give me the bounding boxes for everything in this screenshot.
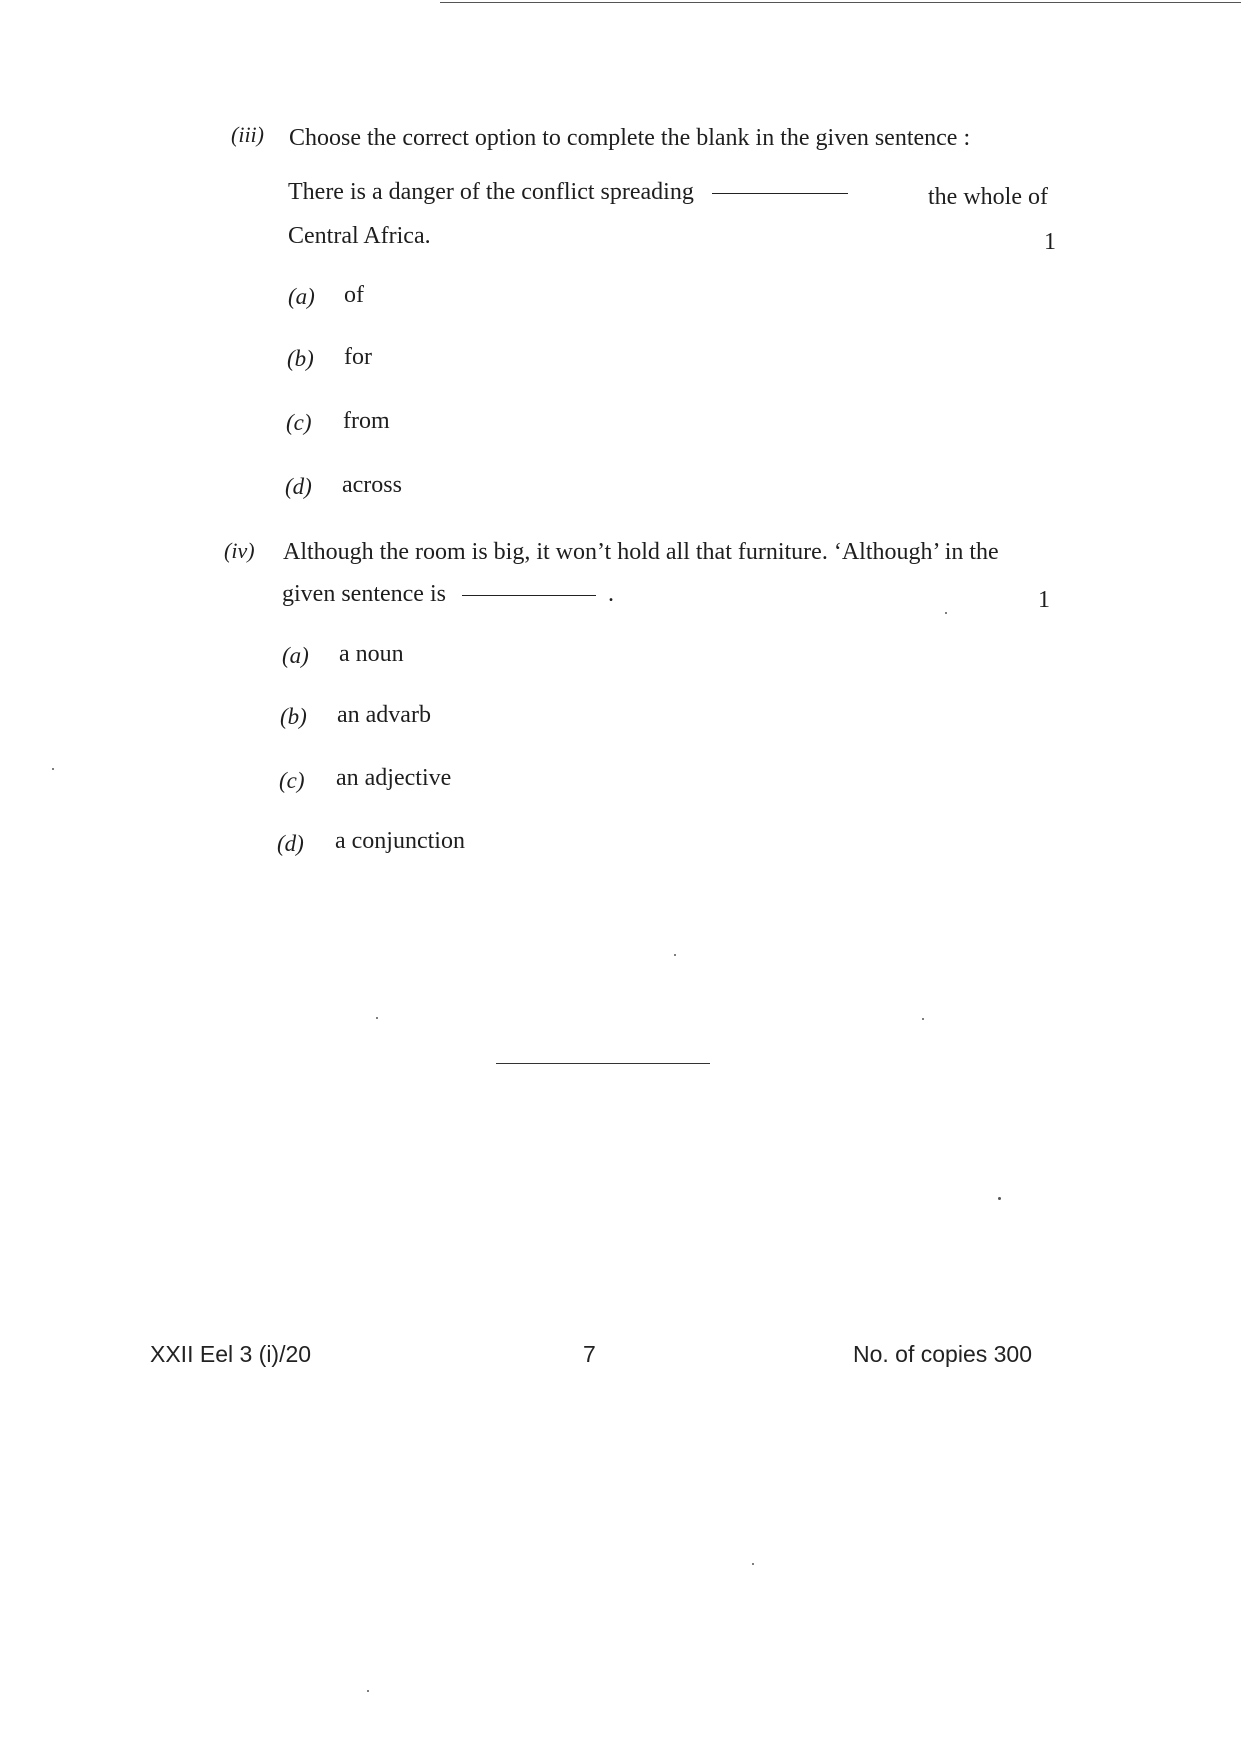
question-iv-sentence	[282, 580, 614, 609]
copies-count: No. of copies 300	[853, 1341, 1033, 1367]
option-letter: (a)	[288, 284, 315, 309]
scan-speck	[52, 768, 54, 770]
option-letter: (b)	[280, 704, 307, 729]
option-text: across	[342, 472, 402, 498]
option-text: an advarb	[337, 702, 431, 728]
scan-speck	[752, 1563, 754, 1565]
option-text: of	[344, 282, 364, 308]
question-number-iii: (iii)	[231, 122, 264, 147]
sentence-start: There is a danger of the conflict spreading	[288, 179, 694, 205]
question-iv-marks: 1	[1038, 587, 1050, 613]
option-letter: (a)	[282, 643, 309, 668]
option-letter: (c)	[286, 410, 312, 435]
fill-blank	[712, 193, 848, 194]
option-letter: (b)	[287, 346, 314, 371]
option-letter: (c)	[279, 768, 305, 793]
scan-speck	[922, 1018, 924, 1020]
end-of-paper-rule	[496, 1063, 710, 1064]
fill-blank	[462, 595, 596, 596]
option-letter: (d)	[277, 831, 304, 856]
question-iii-marks: 1	[1044, 229, 1056, 255]
sentence-start: given sentence is	[282, 581, 446, 607]
option-text: a noun	[339, 641, 404, 667]
paper-code: XXII Eel 3 (i)/20	[150, 1341, 312, 1367]
scan-speck	[998, 1197, 1001, 1200]
option-text: from	[343, 408, 390, 434]
option-text: an adjective	[336, 765, 452, 791]
option-text: for	[344, 344, 372, 370]
question-iii-sentence-end: the whole of	[928, 184, 1048, 210]
question-number-iv: (iv)	[224, 538, 255, 563]
scan-speck	[367, 1690, 369, 1692]
question-iii-sentence-line-1	[288, 178, 862, 207]
top-rule	[440, 2, 1241, 3]
question-iii-prompt: Choose the correct option to complete the blank in the given sentence :	[289, 125, 971, 151]
option-text: a conjunction	[335, 828, 465, 854]
option-letter: (d)	[285, 474, 312, 499]
question-iv-prompt: Although the room is big, it won’t hold all that furniture. ‘Although’ in the	[283, 539, 999, 565]
scan-speck	[376, 1017, 378, 1019]
scan-speck	[674, 954, 676, 956]
scan-speck	[945, 612, 947, 614]
sentence-end: .	[607, 581, 614, 607]
question-iii-sentence-line-2: Central Africa.	[288, 223, 431, 249]
page-number: 7	[583, 1341, 596, 1367]
